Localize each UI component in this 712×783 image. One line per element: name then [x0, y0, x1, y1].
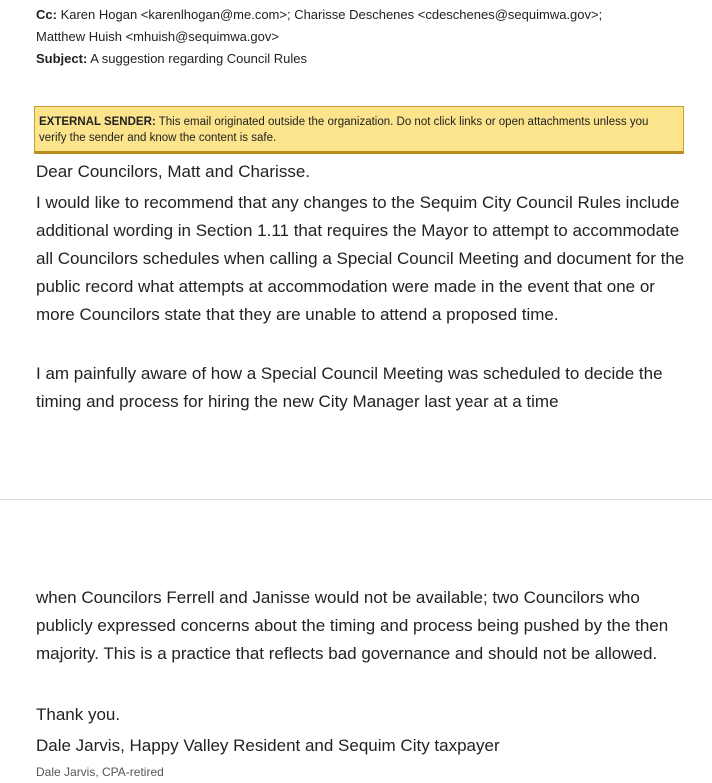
subject-text: A suggestion regarding Council Rules	[90, 51, 308, 66]
cc-line	[36, 7, 602, 22]
page-break-divider	[0, 499, 712, 500]
warning-label: EXTERNAL SENDER:	[39, 116, 156, 128]
cropped-header-line	[36, 0, 536, 4]
cc-recipients: Karen Hogan <karenlhogan@me.com>; Charisse Deschenes <cdeschenes@sequimwa.gov>;	[60, 7, 603, 22]
signature: Dale Jarvis, Happy Valley Resident and Sequim City taxpayer	[36, 736, 500, 755]
signature-title: Dale Jarvis, CPA-retired	[36, 765, 164, 779]
paragraph-concern-part2: when Councilors Ferrell and Janisse would not be available; two Councilors who publicly expressed concerns about the timing and process being pushed by the then majority. This is a practice that reflects bad governance and should not be allowed.	[36, 588, 669, 663]
cc-line-continued: Matthew Huish <mhuish@sequimwa.gov>	[36, 29, 279, 44]
warning-text: This email originated outside the organization. Do not click links or open attachments unless you verify the sender and know the content is safe.	[39, 116, 649, 144]
external-sender-warning	[34, 106, 684, 154]
subject-line	[36, 51, 307, 66]
closing: Thank you.	[36, 705, 121, 724]
subject-label: Subject:	[36, 51, 88, 66]
cc-label: Cc:	[36, 7, 57, 22]
greeting: Dear Councilors, Matt and Charisse.	[36, 162, 311, 181]
paragraph-recommendation: I would like to recommend that any changes to the Sequim City Council Rules include additional wording in Section 1.11 that requires the Mayor to attempt to accommodate all Councilors schedules when calling a Special Council Meeting and document for the public record what attempts at accommodation were made in the event that one or more Councilors state that they are unable to attend a proposed time.	[36, 193, 685, 324]
paragraph-concern-part1: I am painfully aware of how a Special Council Meeting was scheduled to decide the timing and process for hiring the new City Manager last year at a time	[36, 364, 663, 411]
